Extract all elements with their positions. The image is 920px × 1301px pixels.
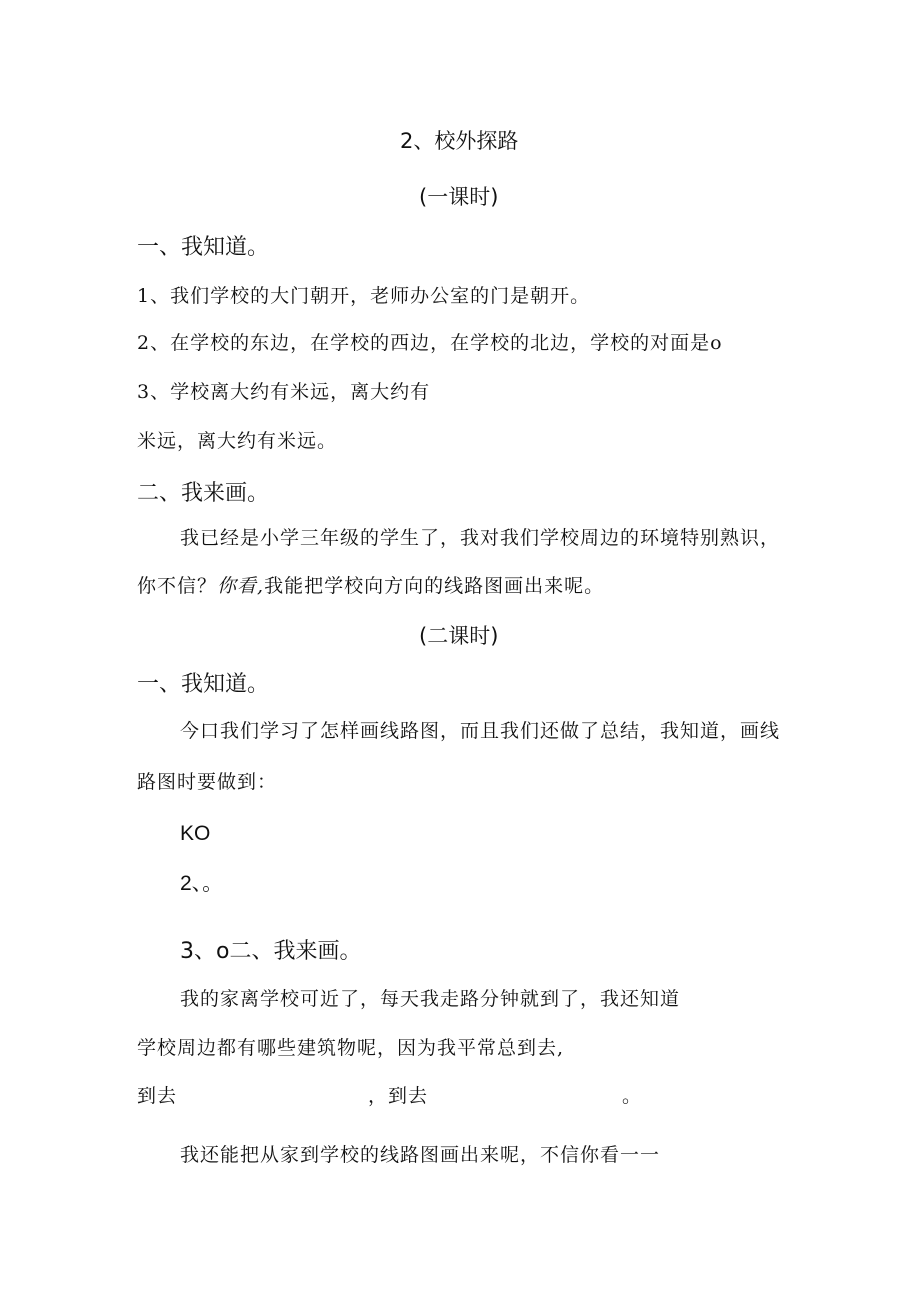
lesson1-section2-heading: 二、我来画。 bbox=[137, 481, 270, 506]
paragraph-text: 你不信？ bbox=[137, 575, 218, 597]
fill-in-line-middle: ，到去 bbox=[368, 1085, 429, 1107]
lesson1-item-1: 1、我们学校的大门朝开，老师办公室的门是朝开。 bbox=[137, 285, 591, 307]
fill-in-line-start: 到去 bbox=[137, 1085, 178, 1107]
lesson2-closing-line: 我还能把从家到学校的线路图画出来呢，不信你看一一 bbox=[180, 1144, 661, 1166]
lesson2-list-item-1: KO bbox=[180, 822, 211, 845]
lesson2-paragraph2-line2: 学校周边都有哪些建筑物呢，因为我平常总到去, bbox=[137, 1037, 565, 1059]
lesson2-label: (二课时) bbox=[419, 624, 499, 648]
lesson2-list-item-2: 2、。 bbox=[180, 872, 224, 895]
lesson1-item-3: 3、学校离大约有米远，离大约有 bbox=[137, 381, 431, 403]
paragraph-text: 我能把学校向方向的线路图画出来呢。 bbox=[264, 575, 605, 597]
lesson2-paragraph2-line1: 我的家离学校可近了，每天我走路分钟就到了，我还知道 bbox=[180, 988, 681, 1010]
lesson1-item-3-continued: 米远，离大约有米远。 bbox=[137, 430, 338, 452]
lesson1-paragraph-line2 bbox=[137, 577, 604, 596]
lesson1-label: (一课时) bbox=[419, 185, 499, 209]
document-title: 2、校外探路 bbox=[400, 129, 519, 153]
paragraph-italic-text: 你看, bbox=[217, 575, 265, 597]
fill-in-line-end: 。 bbox=[622, 1085, 643, 1107]
lesson2-item3-and-section2-heading: 3、o二、我来画。 bbox=[180, 939, 362, 964]
lesson2-section1-heading: 一、我知道。 bbox=[137, 672, 270, 697]
lesson2-paragraph-line1: 今口我们学习了怎样画线路图，而且我们还做了总结，我知道，画线 bbox=[180, 720, 781, 742]
lesson2-paragraph-line2: 路图时要做到： bbox=[137, 771, 278, 793]
lesson1-paragraph-line1: 我已经是小学三年级的学生了，我对我们学校周边的环境特别熟识， bbox=[180, 527, 781, 549]
lesson1-section1-heading: 一、我知道。 bbox=[137, 235, 270, 260]
lesson1-item-2: 2、在学校的东边，在学校的西边，在学校的北边，学校的对面是o bbox=[137, 332, 723, 354]
